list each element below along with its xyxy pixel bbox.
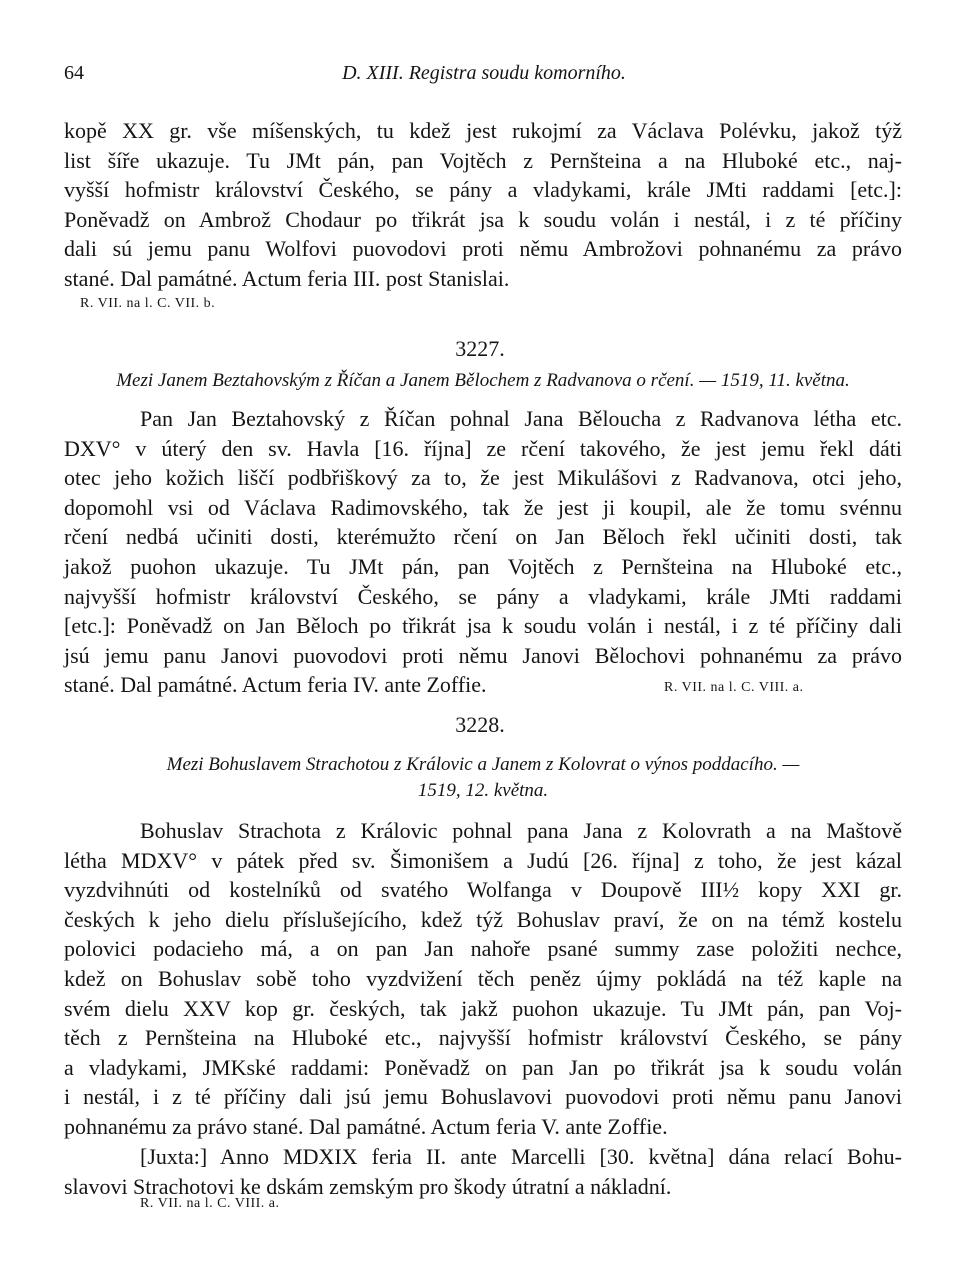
text-line: dali sú jemu panu Wolfovi puovodovi proti němu Ambrožovi pohnanému za právo	[64, 236, 902, 262]
text-line: pohnanému za právo stané. Dal památné. Actum feria V. ante Zoffie.	[64, 1113, 668, 1139]
text-line: kdež on Bohuslav sobě toho vyzdvižení těch peněz újmy pokládá na též kaple na	[64, 965, 902, 991]
text-line: list šíře ukazuje. Tu JMt pán, pan Vojtěch z Pernšteina a na Hluboké etc., naj-	[64, 147, 902, 173]
text-line: i nestál, i z té příčiny dali jsú jemu Bohuslavovi puovodovi proti němu panu Janovi	[64, 1084, 902, 1110]
text-line: stané. Dal památné. Actum feria III. post Stanislai.	[64, 265, 510, 291]
running-title: D. XIII. Registra soudu komorního.	[342, 62, 626, 84]
text-line: českých k jeho dielu příslušejícího, kdež týž Bohuslav praví, že on na témž kostelu	[64, 906, 902, 932]
text-line: těch z Pernšteina na Hluboké etc., najvyšší hofmistr království Českého, se pány	[64, 1025, 902, 1051]
text-line: rčení nedbá učiniti dosti, kterémužto rčení on Jan Běloch řekl učiniti dosti, tak	[64, 524, 902, 550]
text-line: najvyšší hofmistr království Českého, se pány a vladykami, krále JMti raddami	[64, 583, 902, 609]
text-line: [etc.]: Poněvadž on Jan Běloch po třikrát jsa k soudu volán i nestál, i z té příčiny dali	[64, 613, 902, 639]
text-line: jsú jemu panu Janovi puovodovi proti němu Janovi Bělochovi pohnanému za právo	[64, 642, 902, 668]
text-line: dopomohl vsi od Václava Radimovského, tak že jest ji koupil, ale že tomu svénnu	[64, 494, 902, 520]
entry-title-line: 1519, 12. května.	[417, 780, 549, 801]
text-line: svém dielu XXV kop gr. českých, tak jakž puohon ukazuje. Tu JMt pán, pan Voj-	[64, 995, 902, 1021]
text-line: [Juxta:] Anno MDXIX feria II. ante Marcelli [30. května] dána relací Bohu-	[140, 1144, 902, 1169]
entry-number: 3228.	[455, 712, 505, 737]
entry-title	[64, 752, 902, 804]
text-line: slavovi Strachotovi ke dskám zemským pro škody útratní a nákladní.	[64, 1173, 672, 1199]
entry-number: 3227.	[455, 336, 505, 361]
text-line: létha MDXV° v pátek před sv. Šimonišem a Judú [26. října] z toho, že jest kázal	[64, 847, 902, 873]
text-line: Poněvadž on Ambrož Chodaur po třikrát jsa k soudu volán i nestál, i z té příčiny	[64, 206, 902, 232]
continuation-paragraph	[64, 116, 902, 294]
juxta-note	[64, 1142, 902, 1201]
text-line: otec jeho kožich liščí podbřiškový za to, že jest Mikulášovi z Radvanova, otci jeho,	[64, 465, 902, 491]
text-line: stané. Dal památné. Actum feria IV. ante Zoffie.	[64, 672, 487, 698]
text-line: DXV° v úterý den sv. Havla [16. října] ze rčení takového, že jest jemu řekl dáti	[64, 435, 902, 461]
entry-body	[64, 816, 902, 1142]
archive-reference: R. VII. na l. C. VIII. a.	[140, 1196, 280, 1211]
text-line: vyšší hofmistr království Českého, se pány a vladykami, krále JMti raddami [etc.]:	[64, 177, 902, 203]
text-line: jakož puohon ukazuje. Tu JMt pán, pan Vojtěch z Pernšteina na Hluboké etc.,	[64, 553, 902, 579]
page-header	[64, 62, 904, 92]
text-line: kopě XX gr. vše míšenských, tu kdež jest rukojmí za Václava Polévku, jakož týž	[64, 118, 902, 143]
entry-title-line: Mezi Bohuslavem Strachotou z Královic a Janem z Kolovrat o výnos poddacího. —	[166, 754, 800, 775]
archive-reference: R. VII. na l. C. VII. b.	[80, 296, 216, 311]
text-line: polovici podacieho má, a on pan Jan nahoře psané summy zase položiti nechce,	[64, 936, 902, 962]
text-line: vyzdvihnúti od kostelníků od svatého Wolfanga v Doupově III½ kopy XXI gr.	[64, 877, 902, 903]
text-line: a vladykami, JMKské raddami: Poněvadž on pan Jan po třikrát jsa k soudu volán	[64, 1054, 902, 1080]
text-line: Bohuslav Strachota z Královic pohnal pana Jana z Kolovrath a na Maštově	[140, 818, 902, 843]
archive-reference: R. VII. na l. C. VIII. a.	[664, 680, 804, 695]
page-number: 64	[64, 62, 84, 84]
entry-body	[64, 404, 902, 700]
text-line: Pan Jan Beztahovský z Říčan pohnal Jana Běloucha z Radvanova létha etc.	[140, 406, 902, 431]
entry-title: Mezi Janem Beztahovským z Říčan a Janem Bělochem z Radvanova o rčení. — 1519, 11. května.	[116, 370, 850, 391]
